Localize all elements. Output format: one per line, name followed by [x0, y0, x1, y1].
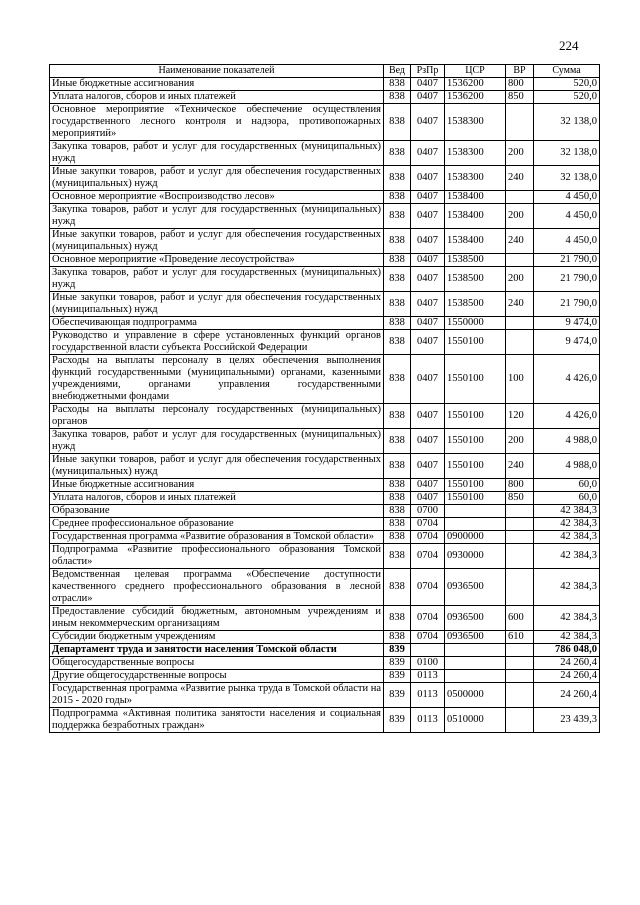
row-ved-cell: 839 [384, 644, 411, 657]
row-name-cell: Иные закупки товаров, работ и услуг для обеспечения государственных (муниципальных) нужд [50, 454, 384, 479]
row-csr-cell: 0900000 [445, 531, 506, 544]
row-csr-cell: 1538300 [445, 104, 506, 141]
row-vr-cell [506, 191, 534, 204]
table-row [50, 544, 600, 569]
row-ved-cell: 838 [384, 505, 411, 518]
row-csr-cell [445, 518, 506, 531]
row-csr-cell: 0500000 [445, 683, 506, 708]
table-row [50, 78, 600, 91]
row-sum-cell: 42 384,3 [534, 631, 600, 644]
row-csr-cell: 1538500 [445, 254, 506, 267]
col-header-name: Наименование показателей [50, 65, 384, 78]
row-vr-cell [506, 518, 534, 531]
col-header-sum: Сумма [534, 65, 600, 78]
row-vr-cell [506, 505, 534, 518]
row-rzpr-cell: 0407 [411, 204, 445, 229]
table-row [50, 531, 600, 544]
row-vr-cell [506, 670, 534, 683]
table-row [50, 141, 600, 166]
row-name-cell: Ведомственная целевая программа «Обеспечение доступности качественного среднего профессионального образования в лесной отрасли» [50, 569, 384, 606]
row-vr-cell [506, 330, 534, 355]
row-rzpr-cell [411, 644, 445, 657]
table-row [50, 569, 600, 606]
col-header-csr: ЦСР [445, 65, 506, 78]
table-row [50, 631, 600, 644]
table-row [50, 479, 600, 492]
row-csr-cell: 1550100 [445, 355, 506, 404]
row-sum-cell: 32 138,0 [534, 166, 600, 191]
row-vr-cell [506, 531, 534, 544]
row-ved-cell: 838 [384, 606, 411, 631]
row-rzpr-cell: 0407 [411, 479, 445, 492]
row-name-cell: Государственная программа «Развитие образования в Томской области» [50, 531, 384, 544]
row-ved-cell: 838 [384, 104, 411, 141]
row-sum-cell: 60,0 [534, 492, 600, 505]
row-csr-cell: 1550100 [445, 404, 506, 429]
row-csr-cell: 1550100 [445, 429, 506, 454]
table-row [50, 166, 600, 191]
row-name-cell: Закупка товаров, работ и услуг для государственных (муниципальных) нужд [50, 204, 384, 229]
row-vr-cell [506, 254, 534, 267]
row-sum-cell: 4 450,0 [534, 229, 600, 254]
row-rzpr-cell: 0704 [411, 531, 445, 544]
row-name-cell: Подпрограмма «Развитие профессионального образования Томской области» [50, 544, 384, 569]
row-name-cell: Субсидии бюджетным учреждениям [50, 631, 384, 644]
row-sum-cell: 4 450,0 [534, 191, 600, 204]
table-row [50, 505, 600, 518]
row-name-cell: Общегосударственные вопросы [50, 657, 384, 670]
table-row [50, 670, 600, 683]
table-row [50, 229, 600, 254]
row-vr-cell: 240 [506, 454, 534, 479]
row-rzpr-cell: 0113 [411, 708, 445, 733]
row-csr-cell: 1550000 [445, 317, 506, 330]
row-ved-cell: 838 [384, 631, 411, 644]
row-csr-cell: 1536200 [445, 78, 506, 91]
row-name-cell: Основное мероприятие «Техническое обеспечение осуществления государственного лесного контроля и надзора, противопожарных мероприятий» [50, 104, 384, 141]
row-ved-cell: 838 [384, 141, 411, 166]
row-sum-cell: 42 384,3 [534, 531, 600, 544]
row-rzpr-cell: 0407 [411, 429, 445, 454]
row-vr-cell: 800 [506, 78, 534, 91]
row-name-cell: Закупка товаров, работ и услуг для государственных (муниципальных) нужд [50, 429, 384, 454]
row-ved-cell: 839 [384, 670, 411, 683]
row-vr-cell: 200 [506, 267, 534, 292]
row-sum-cell: 4 426,0 [534, 404, 600, 429]
row-vr-cell: 200 [506, 429, 534, 454]
row-vr-cell: 240 [506, 229, 534, 254]
row-rzpr-cell: 0407 [411, 355, 445, 404]
row-ved-cell: 838 [384, 569, 411, 606]
table-row [50, 204, 600, 229]
row-name-cell: Иные бюджетные ассигнования [50, 78, 384, 91]
row-rzpr-cell: 0407 [411, 292, 445, 317]
row-ved-cell: 838 [384, 191, 411, 204]
row-rzpr-cell: 0407 [411, 191, 445, 204]
table-row [50, 91, 600, 104]
row-name-cell: Среднее профессиональное образование [50, 518, 384, 531]
row-csr-cell: 1538400 [445, 191, 506, 204]
row-sum-cell: 42 384,3 [534, 518, 600, 531]
table-body [50, 78, 600, 733]
row-name-cell: Государственная программа «Развитие рынка труда в Томской области на 2015 - 2020 годы» [50, 683, 384, 708]
row-vr-cell [506, 569, 534, 606]
row-sum-cell: 42 384,3 [534, 606, 600, 631]
row-csr-cell: 0936500 [445, 631, 506, 644]
row-sum-cell: 21 790,0 [534, 267, 600, 292]
row-sum-cell: 24 260,4 [534, 683, 600, 708]
row-vr-cell [506, 683, 534, 708]
row-ved-cell: 838 [384, 317, 411, 330]
row-vr-cell: 120 [506, 404, 534, 429]
table-row [50, 404, 600, 429]
row-ved-cell: 838 [384, 518, 411, 531]
row-rzpr-cell: 0407 [411, 267, 445, 292]
row-vr-cell [506, 708, 534, 733]
row-ved-cell: 838 [384, 492, 411, 505]
table-row [50, 292, 600, 317]
row-vr-cell: 850 [506, 91, 534, 104]
row-ved-cell: 838 [384, 229, 411, 254]
row-csr-cell [445, 670, 506, 683]
row-ved-cell: 838 [384, 254, 411, 267]
row-rzpr-cell: 0407 [411, 254, 445, 267]
row-csr-cell: 1536200 [445, 91, 506, 104]
table-row [50, 317, 600, 330]
budget-table [49, 64, 600, 733]
row-sum-cell: 42 384,3 [534, 505, 600, 518]
row-vr-cell [506, 657, 534, 670]
row-rzpr-cell: 0704 [411, 518, 445, 531]
row-ved-cell: 838 [384, 454, 411, 479]
table-row [50, 708, 600, 733]
col-header-rzpr: РзПр [411, 65, 445, 78]
row-ved-cell: 838 [384, 404, 411, 429]
row-rzpr-cell: 0704 [411, 631, 445, 644]
row-vr-cell [506, 317, 534, 330]
table-row [50, 683, 600, 708]
row-name-cell: Иные закупки товаров, работ и услуг для обеспечения государственных (муниципальных) нужд [50, 292, 384, 317]
row-rzpr-cell: 0704 [411, 569, 445, 606]
row-vr-cell: 610 [506, 631, 534, 644]
row-vr-cell: 200 [506, 141, 534, 166]
row-name-cell: Предоставление субсидий бюджетным, автономным учреждениям и иным некоммерческим организациям [50, 606, 384, 631]
row-name-cell: Уплата налогов, сборов и иных платежей [50, 492, 384, 505]
row-vr-cell [506, 544, 534, 569]
row-sum-cell: 24 260,4 [534, 657, 600, 670]
row-sum-cell: 4 988,0 [534, 454, 600, 479]
row-ved-cell: 838 [384, 166, 411, 191]
row-csr-cell: 1550100 [445, 492, 506, 505]
row-rzpr-cell: 0407 [411, 166, 445, 191]
row-name-cell: Основное мероприятие «Проведение лесоустройства» [50, 254, 384, 267]
row-csr-cell: 1538400 [445, 229, 506, 254]
row-sum-cell: 32 138,0 [534, 141, 600, 166]
row-vr-cell [506, 104, 534, 141]
row-rzpr-cell: 0100 [411, 657, 445, 670]
row-vr-cell [506, 644, 534, 657]
row-ved-cell: 839 [384, 708, 411, 733]
row-rzpr-cell: 0407 [411, 330, 445, 355]
table-header-row [50, 65, 600, 78]
row-rzpr-cell: 0704 [411, 606, 445, 631]
row-vr-cell: 600 [506, 606, 534, 631]
row-sum-cell: 21 790,0 [534, 254, 600, 267]
row-name-cell: Расходы на выплаты персоналу в целях обеспечения выполнения функций государственными (муниципальными) органами, казенными учреждениями, органами управления государственными внебюджетными фондами [50, 355, 384, 404]
row-rzpr-cell: 0700 [411, 505, 445, 518]
row-ved-cell: 838 [384, 91, 411, 104]
row-name-cell: Департамент труда и занятости населения Томской области [50, 644, 384, 657]
row-csr-cell: 1538500 [445, 267, 506, 292]
row-csr-cell: 1550100 [445, 454, 506, 479]
row-sum-cell: 4 426,0 [534, 355, 600, 404]
table-row [50, 657, 600, 670]
row-rzpr-cell: 0407 [411, 104, 445, 141]
row-name-cell: Обеспечивающая подпрограмма [50, 317, 384, 330]
row-csr-cell: 0936500 [445, 569, 506, 606]
row-rzpr-cell: 0407 [411, 91, 445, 104]
row-name-cell: Подпрограмма «Активная политика занятости населения и социальная поддержка безработных граждан» [50, 708, 384, 733]
row-csr-cell: 1550100 [445, 330, 506, 355]
row-name-cell: Расходы на выплаты персоналу государственных (муниципальных) органов [50, 404, 384, 429]
row-rzpr-cell: 0407 [411, 492, 445, 505]
row-name-cell: Основное мероприятие «Воспроизводство лесов» [50, 191, 384, 204]
row-vr-cell: 100 [506, 355, 534, 404]
row-ved-cell: 838 [384, 531, 411, 544]
table-row [50, 330, 600, 355]
row-name-cell: Иные закупки товаров, работ и услуг для обеспечения государственных (муниципальных) нужд [50, 166, 384, 191]
row-rzpr-cell: 0704 [411, 544, 445, 569]
row-name-cell: Образование [50, 505, 384, 518]
table-row [50, 492, 600, 505]
table-row [50, 355, 600, 404]
row-vr-cell: 200 [506, 204, 534, 229]
row-sum-cell: 9 474,0 [534, 330, 600, 355]
row-rzpr-cell: 0407 [411, 404, 445, 429]
row-ved-cell: 838 [384, 204, 411, 229]
row-sum-cell: 32 138,0 [534, 104, 600, 141]
table-row [50, 644, 600, 657]
row-ved-cell: 839 [384, 657, 411, 670]
row-rzpr-cell: 0407 [411, 141, 445, 166]
row-name-cell: Руководство и управление в сфере установленных функций органов государственной власти субъекта Российской Федерации [50, 330, 384, 355]
table-row [50, 606, 600, 631]
row-csr-cell: 0930000 [445, 544, 506, 569]
row-vr-cell: 850 [506, 492, 534, 505]
row-vr-cell: 240 [506, 166, 534, 191]
table-row [50, 518, 600, 531]
row-sum-cell: 4 988,0 [534, 429, 600, 454]
row-csr-cell [445, 505, 506, 518]
row-name-cell: Иные бюджетные ассигнования [50, 479, 384, 492]
table-row [50, 254, 600, 267]
page-number: 224 [559, 38, 579, 53]
row-rzpr-cell: 0407 [411, 317, 445, 330]
row-ved-cell: 839 [384, 683, 411, 708]
row-ved-cell: 838 [384, 267, 411, 292]
row-ved-cell: 838 [384, 479, 411, 492]
col-header-vr: ВР [506, 65, 534, 78]
row-sum-cell: 23 439,3 [534, 708, 600, 733]
row-rzpr-cell: 0113 [411, 670, 445, 683]
row-name-cell: Иные закупки товаров, работ и услуг для обеспечения государственных (муниципальных) нужд [50, 229, 384, 254]
row-vr-cell: 240 [506, 292, 534, 317]
row-sum-cell: 42 384,3 [534, 544, 600, 569]
row-sum-cell: 4 450,0 [534, 204, 600, 229]
table-row [50, 267, 600, 292]
table-row [50, 191, 600, 204]
row-ved-cell: 838 [384, 78, 411, 91]
row-name-cell: Уплата налогов, сборов и иных платежей [50, 91, 384, 104]
row-sum-cell: 24 260,4 [534, 670, 600, 683]
row-csr-cell: 1538300 [445, 166, 506, 191]
row-name-cell: Закупка товаров, работ и услуг для государственных (муниципальных) нужд [50, 267, 384, 292]
row-rzpr-cell: 0407 [411, 78, 445, 91]
row-ved-cell: 838 [384, 544, 411, 569]
table-row [50, 454, 600, 479]
row-csr-cell: 1550100 [445, 479, 506, 492]
row-sum-cell: 9 474,0 [534, 317, 600, 330]
row-name-cell: Закупка товаров, работ и услуг для государственных (муниципальных) нужд [50, 141, 384, 166]
row-sum-cell: 21 790,0 [534, 292, 600, 317]
row-sum-cell: 786 048,0 [534, 644, 600, 657]
row-name-cell: Другие общегосударственные вопросы [50, 670, 384, 683]
row-csr-cell: 1538400 [445, 204, 506, 229]
row-csr-cell [445, 657, 506, 670]
row-ved-cell: 838 [384, 292, 411, 317]
row-csr-cell [445, 644, 506, 657]
row-csr-cell: 1538500 [445, 292, 506, 317]
table-row [50, 429, 600, 454]
row-csr-cell: 0510000 [445, 708, 506, 733]
table-row [50, 104, 600, 141]
col-header-ved: Вед [384, 65, 411, 78]
row-ved-cell: 838 [384, 429, 411, 454]
row-sum-cell: 520,0 [534, 91, 600, 104]
row-sum-cell: 60,0 [534, 479, 600, 492]
row-rzpr-cell: 0113 [411, 683, 445, 708]
row-ved-cell: 838 [384, 355, 411, 404]
row-csr-cell: 1538300 [445, 141, 506, 166]
row-ved-cell: 838 [384, 330, 411, 355]
row-vr-cell: 800 [506, 479, 534, 492]
row-sum-cell: 42 384,3 [534, 569, 600, 606]
row-csr-cell: 0936500 [445, 606, 506, 631]
row-sum-cell: 520,0 [534, 78, 600, 91]
row-rzpr-cell: 0407 [411, 229, 445, 254]
row-rzpr-cell: 0407 [411, 454, 445, 479]
